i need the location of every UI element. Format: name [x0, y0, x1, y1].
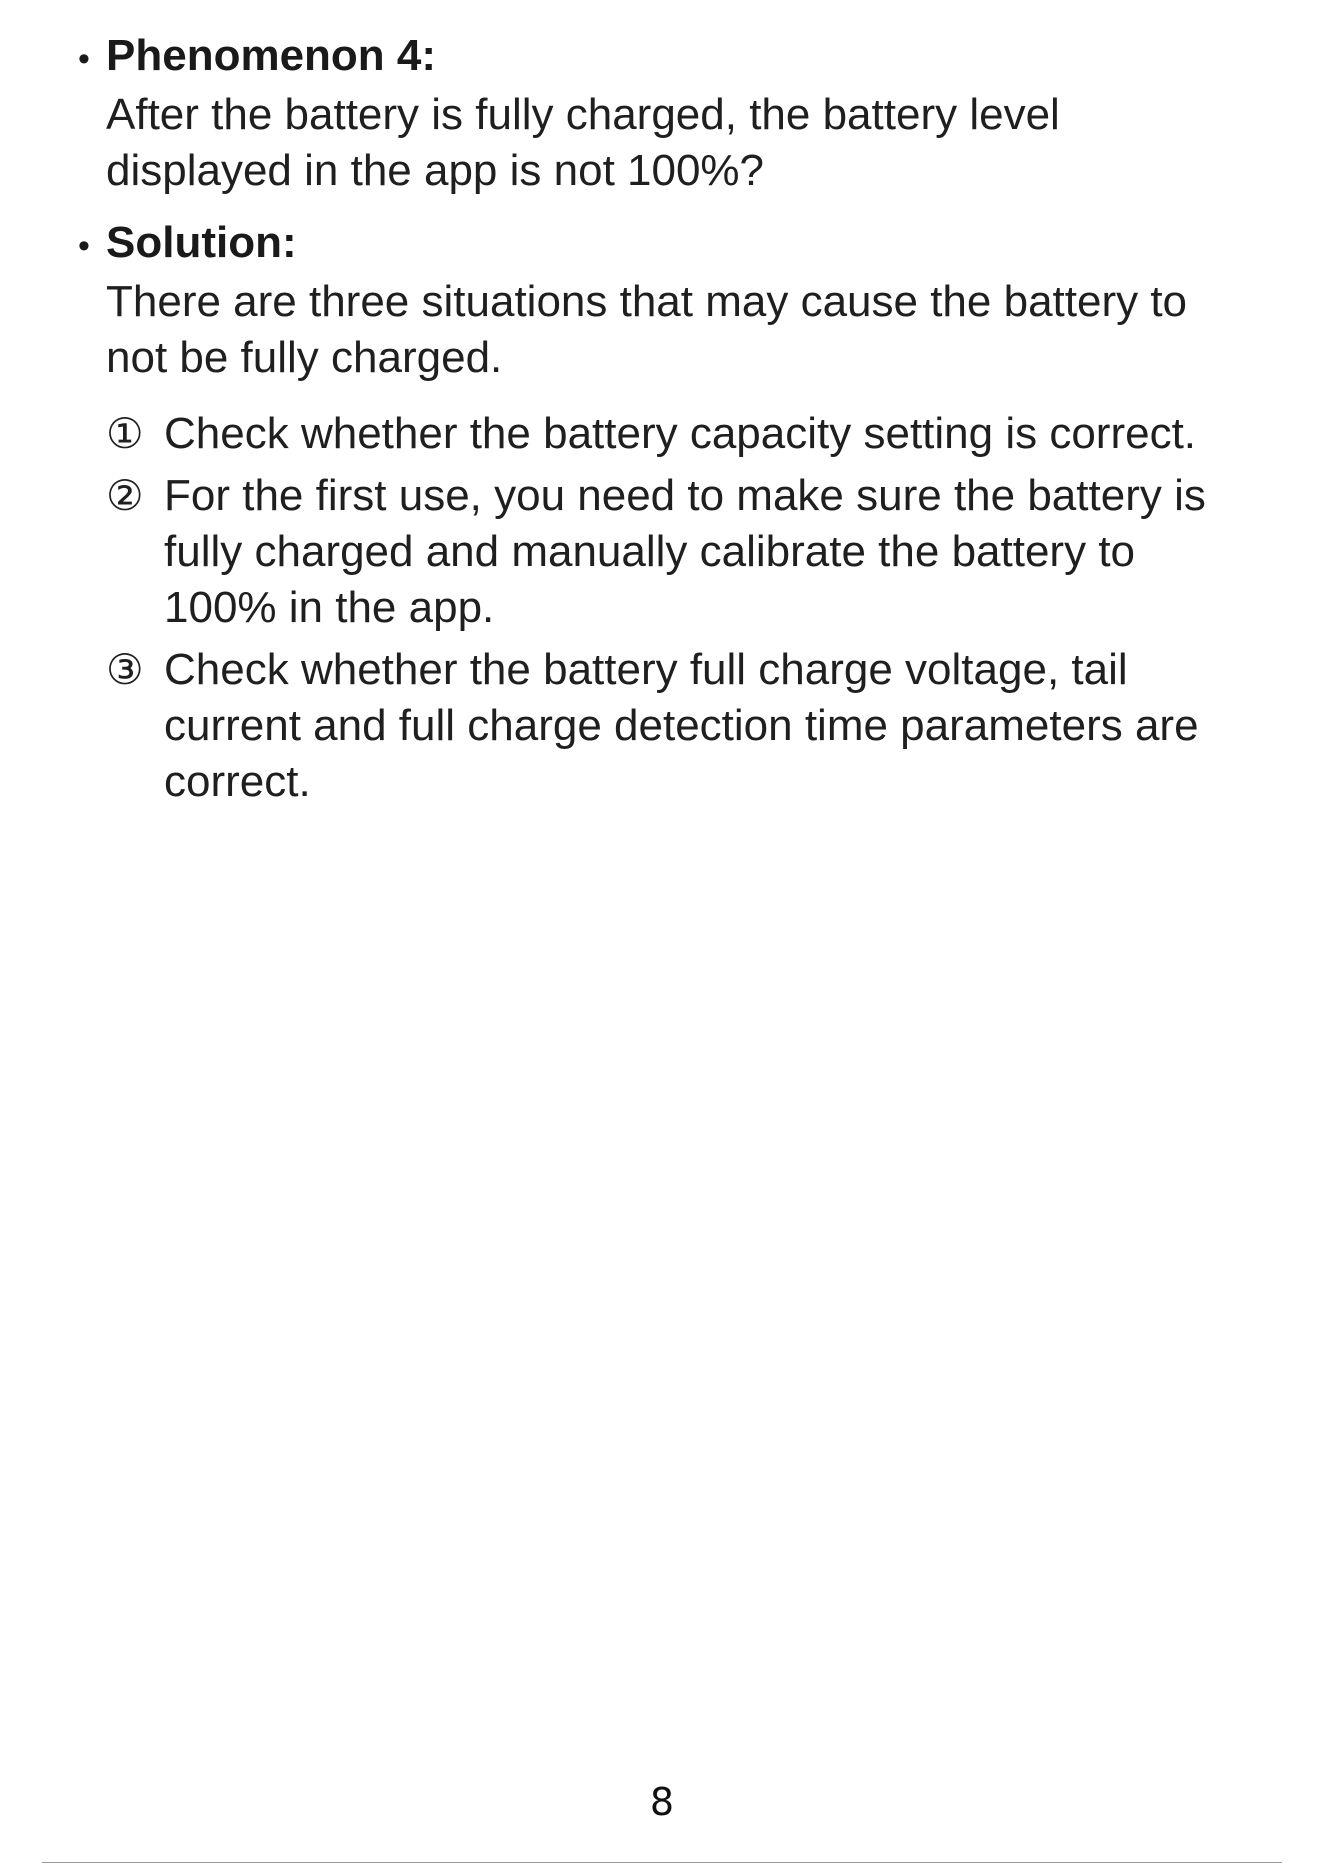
step-1-text: Check whether the battery capacity setting is correct. [164, 409, 1197, 458]
solution-step-2 [106, 468, 1248, 636]
solution-step-1 [106, 406, 1248, 462]
solution-step-3 [106, 642, 1248, 810]
solution-bullet: • [78, 227, 90, 265]
phenomenon-heading-row [78, 28, 1248, 87]
phenomenon-description: After the battery is fully charged, the battery level displayed in the app is not 100%? [106, 90, 1060, 195]
phenomenon-heading: Phenomenon 4: [106, 31, 437, 80]
bottom-divider [42, 1862, 1282, 1863]
phenomenon-section [78, 28, 1248, 199]
page-number: 8 [649, 1780, 675, 1824]
step-3-marker: ③ [106, 645, 144, 694]
step-3-text: Check whether the battery full charge voltage, tail current and full charge detection time parameters are correct. [164, 645, 1199, 806]
solution-heading: Solution: [106, 218, 297, 267]
solution-description: There are three situations that may cause the battery to not be fully charged. [106, 277, 1188, 382]
step-1-marker: ① [106, 409, 144, 458]
solution-steps-list [106, 406, 1248, 810]
step-2-text: For the first use, you need to make sure the battery is fully charged and manually calibrate the battery to 100% in the app. [164, 471, 1206, 632]
phenomenon-bullet: • [78, 40, 90, 78]
solution-heading-row [78, 215, 1248, 274]
solution-section [78, 215, 1248, 810]
page-content [78, 28, 1248, 816]
step-2-marker: ② [106, 471, 144, 520]
